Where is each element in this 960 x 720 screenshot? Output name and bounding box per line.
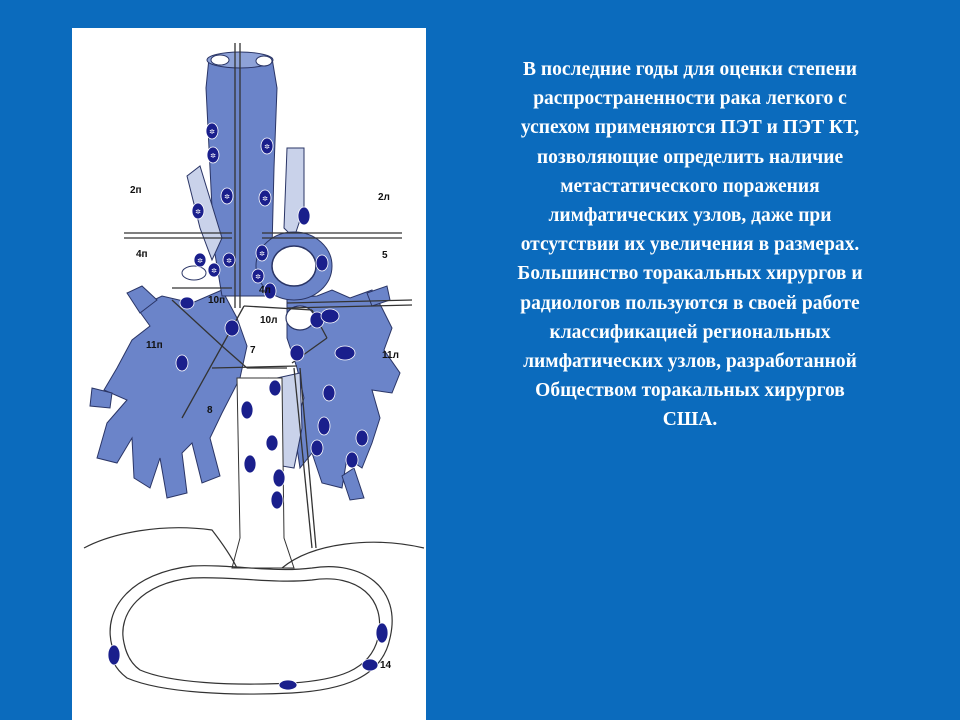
station-label-2r: 2п (130, 185, 142, 196)
svg-text:✲: ✲ (255, 273, 261, 281)
station-label-5: 5 (382, 250, 388, 261)
text-line: В последние годы для оценки степени (523, 59, 857, 80)
lymph-node-map-diagram (72, 28, 426, 720)
text-line: лимфатических узлов, даже при (548, 205, 832, 227)
text-line: успехом применяются ПЭТ и ПЭТ КТ, (520, 117, 860, 139)
text-line: радиологов пользуются в своей работе (520, 292, 860, 314)
svg-text:✲: ✲ (211, 267, 217, 275)
station-label-11r: 11п (146, 340, 163, 351)
text-line: Большинство торакальных хирургов и (517, 263, 863, 285)
svg-text:✲: ✲ (259, 250, 265, 258)
text-line: распространенности рака легкого с (533, 88, 847, 110)
svg-text:✲: ✲ (197, 257, 203, 265)
text-line: отсутствии их увеличения в размерах. (520, 234, 860, 256)
station-label-14: 14 (380, 660, 392, 671)
station-label-7: 7 (250, 345, 256, 356)
right-bronchial-tree (90, 286, 247, 498)
station-label-2l: 2л (378, 192, 390, 203)
svg-text:✲: ✲ (226, 257, 232, 265)
text-line: лимфатических узлов, разработанной (523, 351, 857, 373)
station-label-10l: 10л (260, 315, 278, 326)
lymph-node-map-figure (72, 28, 426, 720)
svg-text:✲: ✲ (209, 128, 215, 136)
station-label-8: 8 (207, 405, 213, 416)
svg-text:✲: ✲ (210, 152, 216, 160)
svg-text:✲: ✲ (195, 208, 201, 216)
station-label-4r: 4п (136, 249, 148, 260)
text-line: позволяющие определить наличие (536, 146, 844, 168)
svg-text:✲: ✲ (262, 195, 268, 203)
description-text (470, 55, 910, 435)
text-line: метастатического поражения (560, 175, 820, 197)
text-line: классификацией региональных (549, 321, 831, 343)
text-line: Обществом торакальных хирургов (535, 380, 845, 402)
svg-text:✲: ✲ (264, 143, 270, 151)
station-label-10r: 10п (208, 295, 226, 306)
svg-text:✲: ✲ (224, 193, 230, 201)
station-label-11l: 11л (382, 350, 399, 361)
text-line: США. (662, 409, 718, 431)
station-label-4l: 4л (259, 285, 271, 296)
